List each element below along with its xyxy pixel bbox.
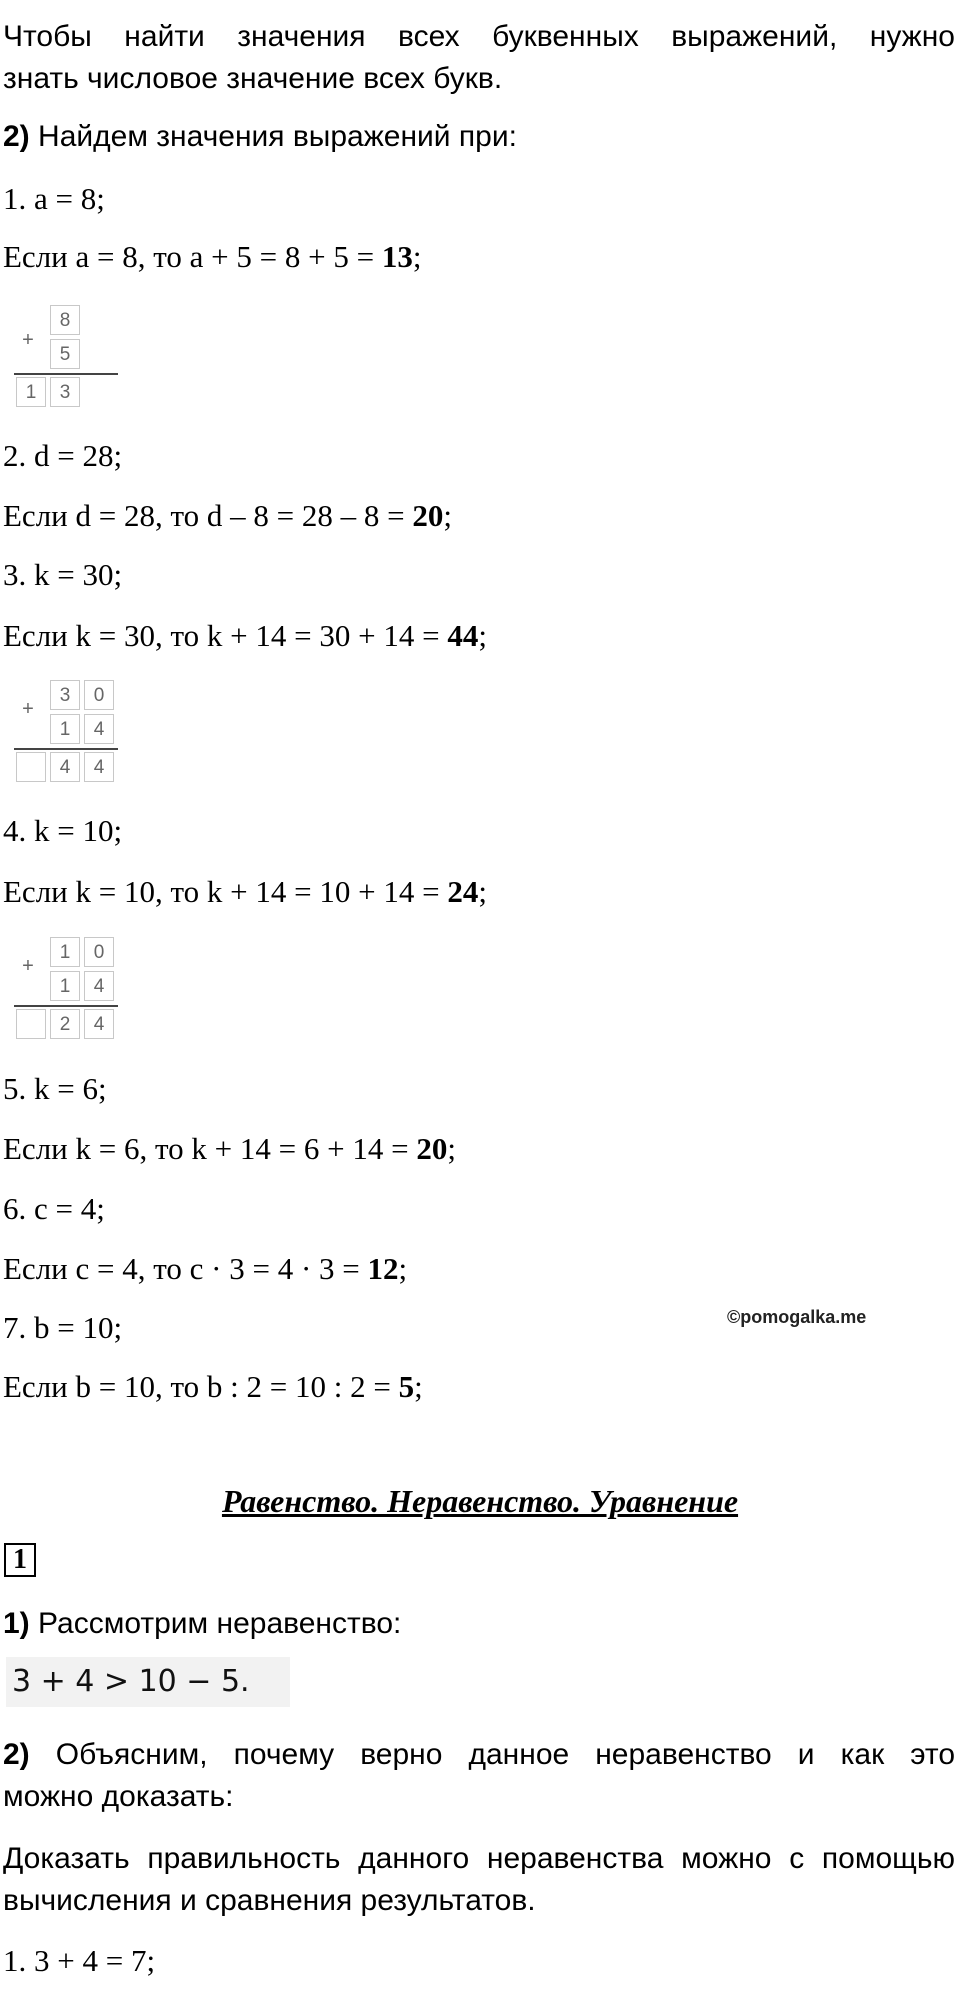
part-2-line-2: можно доказать: bbox=[3, 1780, 234, 1813]
item-2-result: 20 bbox=[412, 498, 444, 533]
column-calc-2-mid-digit-2: 4 bbox=[84, 714, 114, 744]
item-3-expression bbox=[3, 617, 487, 655]
item-4-expression-text: Если k = 10, то k + 14 = 10 + 14 = bbox=[3, 874, 448, 909]
item-1-semicolon: ; bbox=[412, 239, 422, 274]
column-calc-3-top-digit-2: 0 bbox=[84, 937, 114, 967]
item-3-semicolon: ; bbox=[478, 618, 487, 653]
step-1: 1. 3 + 4 = 7; bbox=[3, 1943, 156, 1978]
proof-line-1: Доказать правильность данного неравенства можно с помощью bbox=[3, 1842, 955, 1875]
column-calc-1 bbox=[14, 305, 118, 405]
section-2-number: 2) bbox=[3, 120, 30, 153]
column-calc-1-res-digit-1: 1 bbox=[16, 377, 46, 407]
item-5-expression-text: Если k = 6, то k + 14 = 6 + 14 = bbox=[3, 1131, 417, 1166]
item-4-semicolon: ; bbox=[478, 874, 487, 909]
column-calc-2-top-digit-2: 0 bbox=[84, 680, 114, 710]
item-6-expression bbox=[3, 1250, 407, 1288]
item-5-result: 20 bbox=[416, 1131, 448, 1166]
proof-line-2: вычисления и сравнения результатов. bbox=[3, 1884, 536, 1917]
intro-paragraph bbox=[3, 16, 955, 100]
column-calc-3 bbox=[14, 937, 118, 1039]
column-calc-1-rule bbox=[14, 373, 118, 375]
column-calc-2-res-digit-1: 4 bbox=[50, 752, 80, 782]
item-3-result: 44 bbox=[447, 618, 479, 653]
item-4-expression bbox=[3, 873, 487, 911]
item-5-semicolon: ; bbox=[447, 1131, 456, 1166]
part-2-line-1-text: Объясним, почему верно данное неравенство и как это bbox=[29, 1738, 955, 1771]
watermark: ©pomogalka.me bbox=[727, 1307, 867, 1327]
column-calc-2 bbox=[14, 680, 118, 782]
column-calc-1-top-digit: 8 bbox=[50, 305, 80, 335]
item-2-semicolon: ; bbox=[443, 498, 452, 533]
column-calc-1-mid-digit: 5 bbox=[50, 339, 80, 369]
item-6-semicolon: ; bbox=[398, 1251, 408, 1286]
item-6-result: 12 bbox=[367, 1251, 399, 1286]
column-calc-3-rule bbox=[14, 1005, 118, 1007]
column-calc-3-res-empty bbox=[16, 1009, 46, 1039]
task-number-box: 1 bbox=[4, 1543, 36, 1577]
item-6-given: 6. c = 4; bbox=[3, 1191, 105, 1226]
item-3-expression-text: Если k = 30, то k + 14 = 30 + 14 = bbox=[3, 618, 448, 653]
column-calc-1-sign: + bbox=[22, 329, 34, 351]
section-2-header bbox=[3, 118, 517, 156]
part-1-number: 1) bbox=[3, 1607, 30, 1640]
item-1-result: 13 bbox=[381, 239, 413, 274]
inequality-image: 3 + 4 > 10 − 5. bbox=[6, 1657, 290, 1707]
section-2-text: Найдем значения выражений при: bbox=[29, 120, 517, 153]
item-4-given: 4. k = 10; bbox=[3, 813, 123, 848]
item-1-expression-text: Если a = 8, то a + 5 = 8 + 5 = bbox=[3, 239, 382, 274]
intro-line-2: знать числовое значение всех букв. bbox=[3, 62, 503, 95]
column-calc-2-sign: + bbox=[22, 698, 34, 720]
item-1-given: 1. a = 8; bbox=[3, 181, 105, 216]
part-1-text: Рассмотрим неравенство: bbox=[29, 1607, 402, 1640]
item-1-expression bbox=[3, 238, 421, 276]
column-calc-2-rule bbox=[14, 748, 118, 750]
part-2-paragraph bbox=[3, 1734, 955, 1818]
item-2-expression bbox=[3, 497, 452, 535]
column-calc-3-res-digit-1: 2 bbox=[50, 1009, 80, 1039]
item-2-given: 2. d = 28; bbox=[3, 438, 123, 473]
proof-paragraph bbox=[3, 1838, 955, 1922]
column-calc-1-res-digit-2: 3 bbox=[50, 377, 80, 407]
item-7-expression bbox=[3, 1368, 423, 1406]
column-calc-3-mid-digit-1: 1 bbox=[50, 971, 80, 1001]
item-7-expression-text: Если b = 10, то b : 2 = 10 : 2 = bbox=[3, 1369, 399, 1404]
column-calc-2-mid-digit-1: 1 bbox=[50, 714, 80, 744]
intro-line-1: Чтобы найти значения всех буквенных выражений, нужно bbox=[3, 20, 955, 53]
item-4-result: 24 bbox=[447, 874, 479, 909]
section-heading: Равенство. Неравенство. Уравнение bbox=[221, 1483, 739, 1519]
column-calc-2-res-digit-2: 4 bbox=[84, 752, 114, 782]
item-7-given: 7. b = 10; bbox=[3, 1310, 123, 1345]
item-2-expression-text: Если d = 28, то d – 8 = 28 – 8 = bbox=[3, 498, 413, 533]
column-calc-3-top-digit-1: 1 bbox=[50, 937, 80, 967]
column-calc-2-res-empty bbox=[16, 752, 46, 782]
part-1-header bbox=[3, 1605, 401, 1643]
part-2-number: 2) bbox=[3, 1738, 30, 1771]
item-5-expression bbox=[3, 1130, 456, 1168]
item-7-semicolon: ; bbox=[414, 1369, 423, 1404]
item-5-given: 5. k = 6; bbox=[3, 1071, 107, 1106]
item-6-expression-text: Если c = 4, то c · 3 = 4 · 3 = bbox=[3, 1251, 368, 1286]
column-calc-3-res-digit-2: 4 bbox=[84, 1009, 114, 1039]
part-2-line-1 bbox=[3, 1734, 955, 1776]
item-7-result: 5 bbox=[398, 1369, 415, 1404]
column-calc-3-sign: + bbox=[22, 955, 34, 977]
column-calc-3-mid-digit-2: 4 bbox=[84, 971, 114, 1001]
item-3-given: 3. k = 30; bbox=[3, 557, 123, 592]
column-calc-2-top-digit-1: 3 bbox=[50, 680, 80, 710]
